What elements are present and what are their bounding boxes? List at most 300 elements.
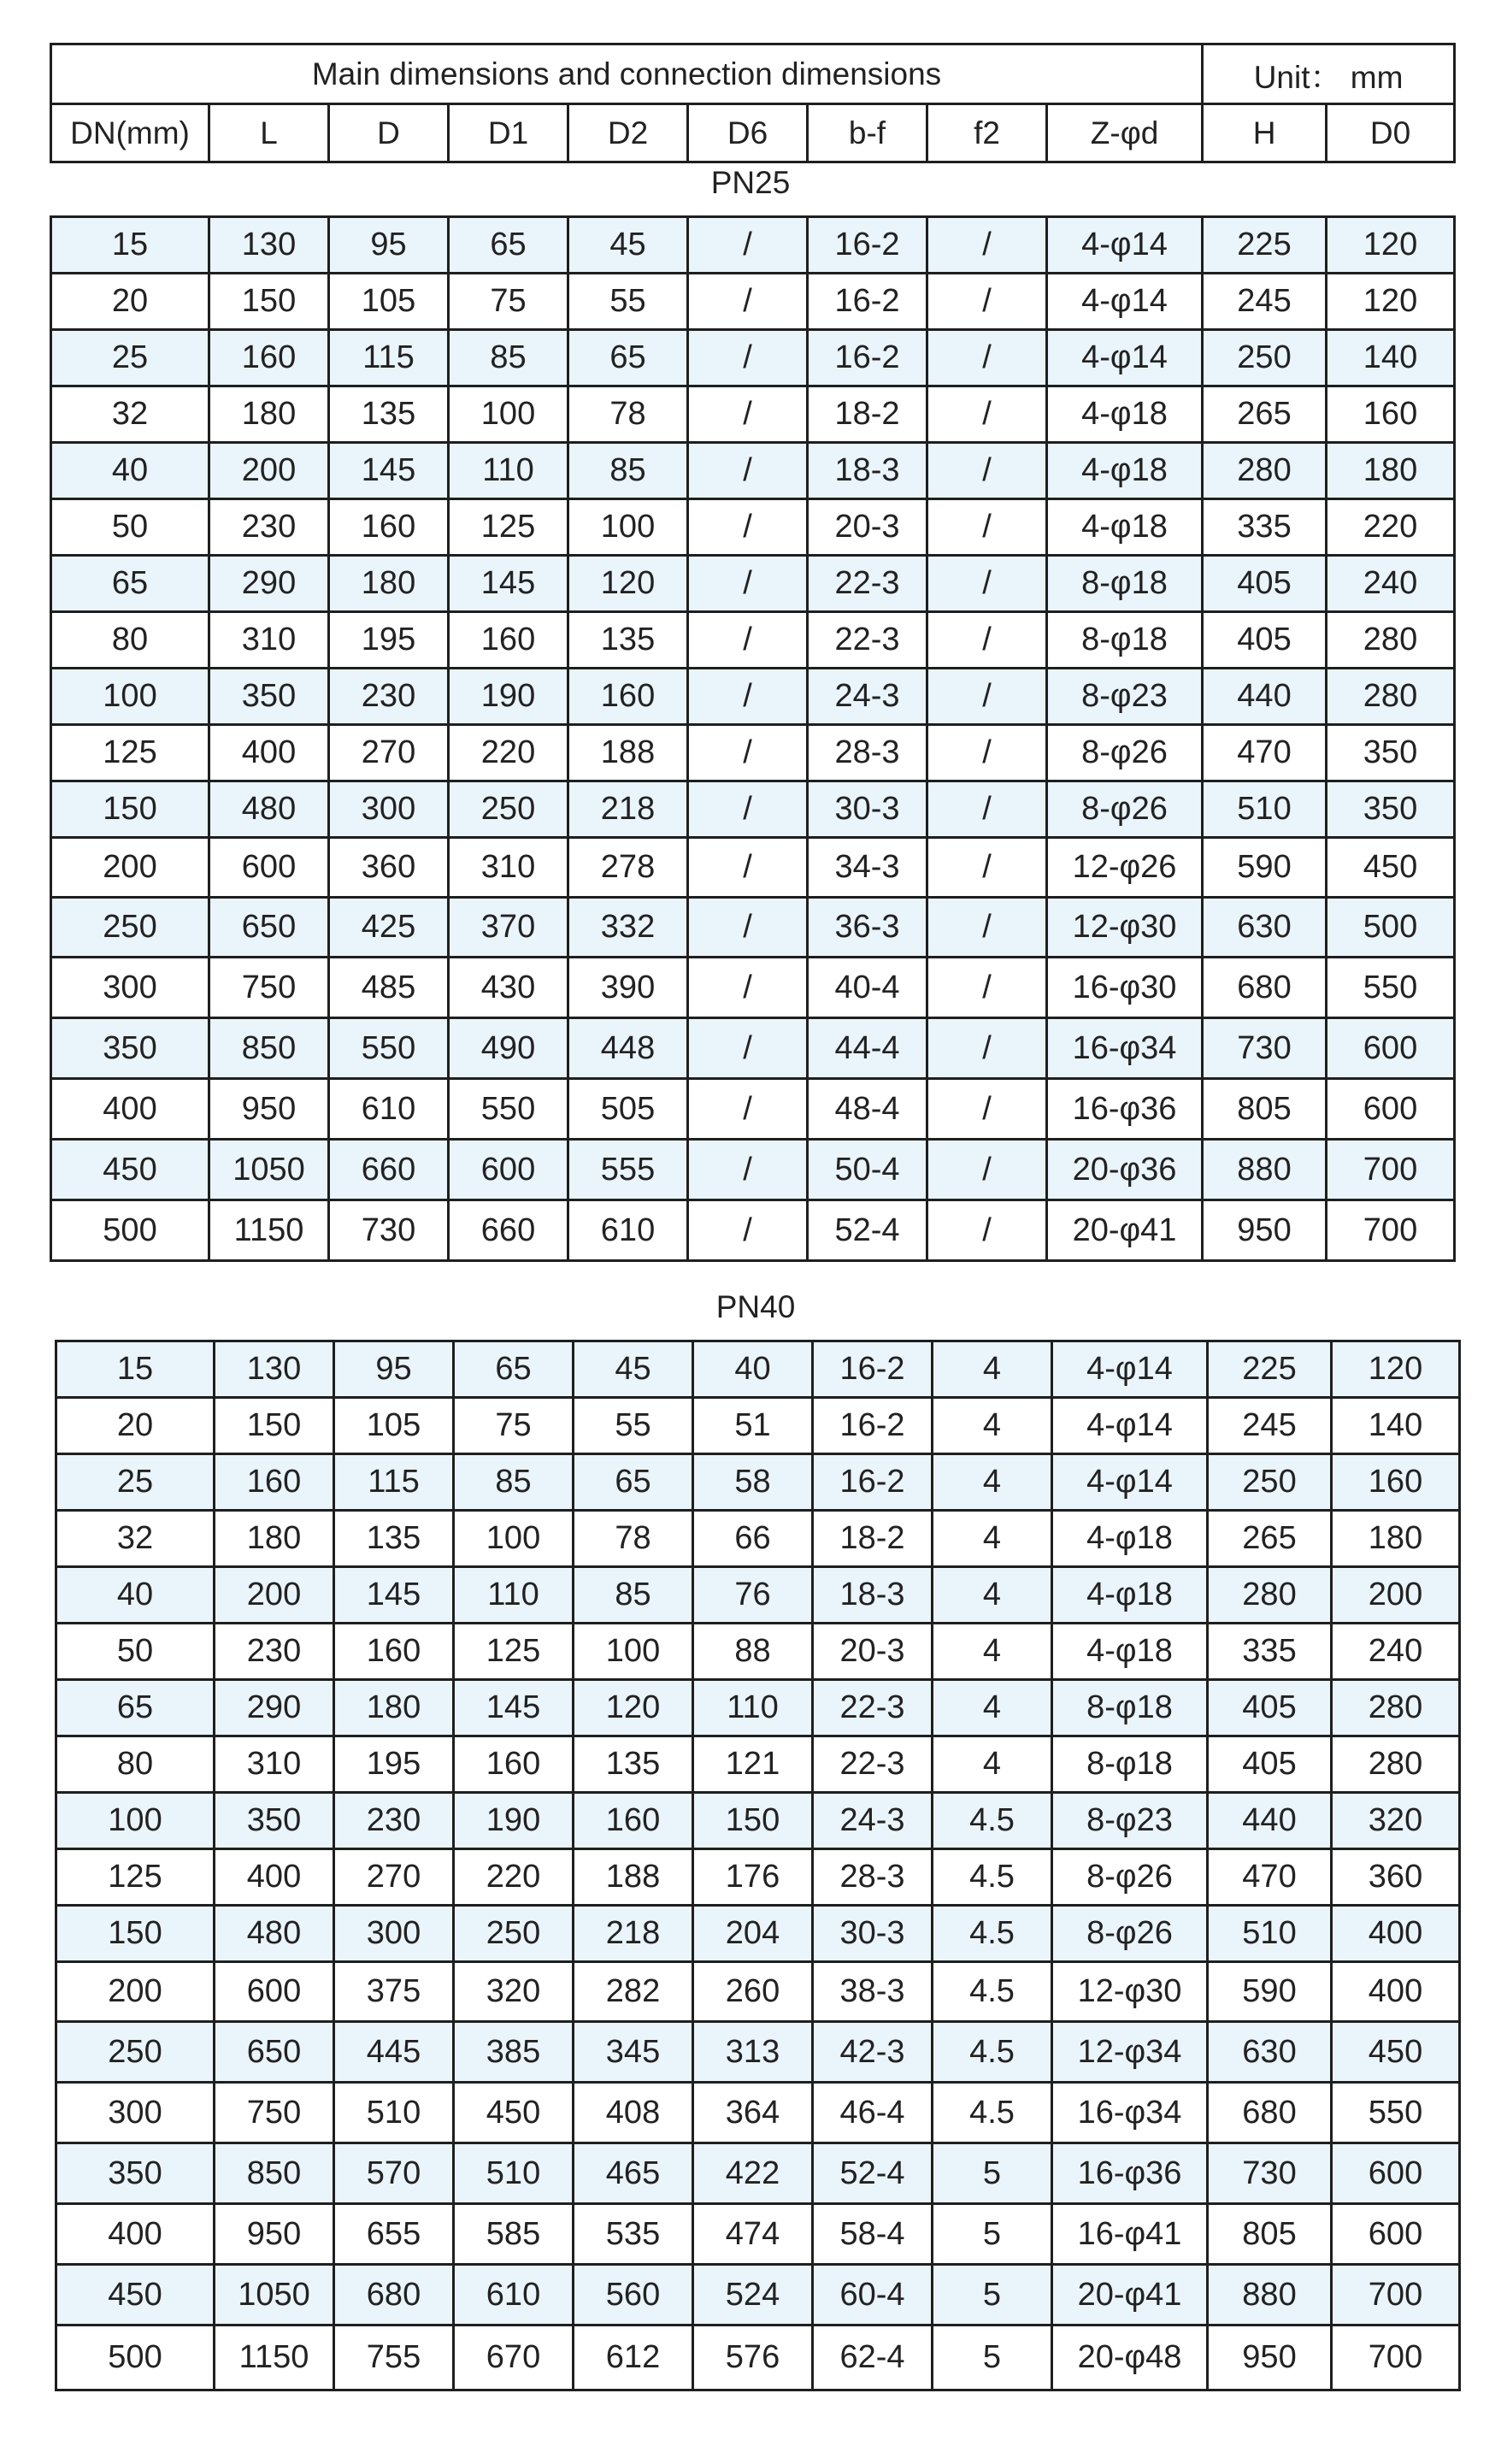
column-header: D: [329, 104, 449, 162]
dimensions-header-table: [50, 43, 1456, 163]
table-cell: 55: [568, 274, 688, 330]
column-header: D6: [688, 104, 808, 162]
table-cell: 195: [329, 612, 449, 669]
table-cell: /: [927, 612, 1047, 669]
table-cell: 350: [209, 669, 329, 725]
table-cell: 16-φ34: [1047, 1018, 1203, 1079]
table-cell: 1050: [209, 1140, 329, 1200]
table-cell: 135: [574, 1736, 693, 1793]
table-row: [51, 556, 1455, 612]
table-row: [51, 499, 1455, 556]
table-cell: 40: [51, 443, 209, 499]
table-cell: 245: [1208, 1398, 1332, 1454]
table-cell: 500: [51, 1200, 209, 1261]
table-cell: 1050: [215, 2265, 334, 2325]
table-cell: 700: [1327, 1200, 1455, 1261]
table-cell: 78: [574, 1511, 693, 1567]
table-cell: /: [927, 781, 1047, 838]
table-cell: /: [927, 556, 1047, 612]
table-cell: /: [927, 1079, 1047, 1140]
table-cell: 755: [334, 2325, 454, 2390]
table-cell: 20-φ41: [1047, 1200, 1203, 1261]
table-cell: 480: [215, 1906, 334, 1962]
table-cell: 115: [329, 330, 449, 386]
table-cell: /: [688, 838, 808, 898]
table-cell: 20-3: [808, 499, 927, 556]
table-cell: 550: [1327, 958, 1455, 1018]
table-cell: 180: [1332, 1511, 1460, 1567]
table-cell: 145: [329, 443, 449, 499]
table-row: [51, 838, 1455, 898]
table-cell: 230: [209, 499, 329, 556]
table-cell: 130: [215, 1341, 334, 1398]
table-cell: 4: [933, 1454, 1052, 1511]
table-cell: 16-2: [808, 274, 927, 330]
table-cell: 12-φ30: [1052, 1962, 1208, 2022]
table-cell: 75: [454, 1398, 574, 1454]
table-cell: 360: [329, 838, 449, 898]
table-cell: 225: [1203, 217, 1327, 274]
table-cell: 4: [933, 1398, 1052, 1454]
table-cell: 510: [334, 2083, 454, 2143]
pn40-table: [55, 1340, 1461, 2391]
table-cell: 335: [1203, 499, 1327, 556]
table-cell: 4.5: [933, 1793, 1052, 1849]
table-cell: 125: [449, 499, 568, 556]
table-row: [51, 725, 1455, 781]
table-cell: 280: [1208, 1567, 1332, 1624]
table-cell: 590: [1208, 1962, 1332, 2022]
table-cell: 20-φ41: [1052, 2265, 1208, 2325]
table-cell: 52-4: [808, 1200, 927, 1261]
table-cell: 46-4: [813, 2083, 933, 2143]
table-cell: 66: [693, 1511, 813, 1567]
table-cell: 282: [574, 1962, 693, 2022]
table-cell: 18-2: [813, 1511, 933, 1567]
table-cell: 250: [1208, 1454, 1332, 1511]
table-cell: 16-φ30: [1047, 958, 1203, 1018]
table-cell: 65: [454, 1341, 574, 1398]
table-cell: 100: [568, 499, 688, 556]
table-cell: /: [688, 443, 808, 499]
table-cell: 160: [209, 330, 329, 386]
table-cell: 8-φ18: [1052, 1680, 1208, 1736]
table-cell: 25: [56, 1454, 215, 1511]
table-cell: 45: [574, 1341, 693, 1398]
table-cell: /: [927, 958, 1047, 1018]
table-cell: 32: [51, 386, 209, 443]
table-cell: 310: [449, 838, 568, 898]
table-cell: 48-4: [808, 1079, 927, 1140]
table-cell: 600: [449, 1140, 568, 1200]
table-cell: 160: [215, 1454, 334, 1511]
table-cell: 8-φ18: [1047, 612, 1203, 669]
table-cell: 250: [56, 2022, 215, 2083]
table-cell: 805: [1203, 1079, 1327, 1140]
table-cell: 4-φ18: [1047, 443, 1203, 499]
table-cell: 4.5: [933, 2022, 1052, 2083]
column-header: b-f: [808, 104, 927, 162]
table-cell: 880: [1203, 1140, 1327, 1200]
table-row: [51, 612, 1455, 669]
table-cell: 450: [454, 2083, 574, 2143]
table-cell: 480: [209, 781, 329, 838]
table-row: [56, 1849, 1460, 1906]
table-cell: 310: [215, 1736, 334, 1793]
table-cell: 445: [334, 2022, 454, 2083]
table-cell: 470: [1203, 725, 1327, 781]
table-cell: 24-3: [813, 1793, 933, 1849]
table-cell: 150: [209, 274, 329, 330]
table-cell: 730: [329, 1200, 449, 1261]
table-cell: 76: [693, 1567, 813, 1624]
table-cell: 300: [334, 1906, 454, 1962]
table-cell: 650: [215, 2022, 334, 2083]
table-row: [51, 330, 1455, 386]
table-cell: 422: [693, 2143, 813, 2204]
table-cell: 270: [329, 725, 449, 781]
table-cell: 400: [1332, 1906, 1460, 1962]
table-cell: 145: [454, 1680, 574, 1736]
table-cell: /: [927, 499, 1047, 556]
table-cell: 145: [334, 1567, 454, 1624]
table-cell: 80: [56, 1736, 215, 1793]
table-cell: 600: [1327, 1079, 1455, 1140]
table-cell: 576: [693, 2325, 813, 2390]
table-cell: 364: [693, 2083, 813, 2143]
table-cell: 4-φ14: [1047, 274, 1203, 330]
table-row: [51, 1140, 1455, 1200]
table-cell: 180: [209, 386, 329, 443]
table-cell: 51: [693, 1398, 813, 1454]
table-cell: /: [688, 781, 808, 838]
table-cell: 220: [449, 725, 568, 781]
table-row: [51, 1079, 1455, 1140]
table-cell: 405: [1208, 1680, 1332, 1736]
table-cell: 16-φ34: [1052, 2083, 1208, 2143]
table-cell: 12-φ30: [1047, 898, 1203, 958]
table-cell: 176: [693, 1849, 813, 1906]
table-cell: 16-φ36: [1052, 2143, 1208, 2204]
table-cell: 105: [329, 274, 449, 330]
table-cell: 50: [51, 499, 209, 556]
table-cell: /: [688, 1018, 808, 1079]
table-cell: 250: [51, 898, 209, 958]
table-cell: 20-φ36: [1047, 1140, 1203, 1200]
table-cell: 350: [1327, 725, 1455, 781]
table-cell: 600: [1332, 2204, 1460, 2265]
table-cell: 32: [56, 1511, 215, 1567]
table-cell: /: [688, 612, 808, 669]
table-cell: 278: [568, 838, 688, 898]
table-cell: 510: [454, 2143, 574, 2204]
table-cell: 230: [334, 1793, 454, 1849]
table-cell: 4: [933, 1567, 1052, 1624]
table-cell: 160: [1327, 386, 1455, 443]
table-cell: 350: [56, 2143, 215, 2204]
table-cell: 140: [1327, 330, 1455, 386]
table-cell: /: [688, 725, 808, 781]
table-row: [56, 2325, 1460, 2390]
table-cell: 30-3: [813, 1906, 933, 1962]
table-cell: 320: [1332, 1793, 1460, 1849]
table-cell: 105: [334, 1398, 454, 1454]
table-cell: 218: [568, 781, 688, 838]
table-row: [56, 1398, 1460, 1454]
table-cell: 100: [56, 1793, 215, 1849]
table-cell: 670: [454, 2325, 574, 2390]
table-cell: 5: [933, 2143, 1052, 2204]
table-cell: 730: [1203, 1018, 1327, 1079]
table-cell: 600: [1327, 1018, 1455, 1079]
table-cell: 680: [334, 2265, 454, 2325]
table-cell: 590: [1203, 838, 1327, 898]
table-cell: 535: [574, 2204, 693, 2265]
column-header: DN(mm): [51, 104, 209, 162]
table-row: [56, 1906, 1460, 1962]
table-cell: 450: [1327, 838, 1455, 898]
table-cell: 16-2: [813, 1341, 933, 1398]
table-cell: 85: [568, 443, 688, 499]
table-cell: 150: [215, 1398, 334, 1454]
table-cell: 250: [449, 781, 568, 838]
table-cell: /: [688, 386, 808, 443]
table-cell: 4.5: [933, 2083, 1052, 2143]
table-cell: 730: [1208, 2143, 1332, 2204]
table-cell: 95: [329, 217, 449, 274]
table-cell: 510: [1208, 1906, 1332, 1962]
table-cell: 150: [693, 1793, 813, 1849]
table-row: [56, 1454, 1460, 1511]
table-cell: 15: [51, 217, 209, 274]
table-cell: 65: [449, 217, 568, 274]
table-cell: 240: [1327, 556, 1455, 612]
table-row: [56, 1736, 1460, 1793]
unit-label: Unit： mm: [1203, 44, 1455, 104]
table-cell: 22-3: [808, 556, 927, 612]
table-row: [56, 1511, 1460, 1567]
table-cell: 22-3: [813, 1680, 933, 1736]
table-cell: 400: [209, 725, 329, 781]
table-cell: 4-φ14: [1052, 1398, 1208, 1454]
table-cell: 332: [568, 898, 688, 958]
table-cell: 950: [215, 2204, 334, 2265]
table-cell: 400: [1332, 1962, 1460, 2022]
table-cell: 612: [574, 2325, 693, 2390]
table-cell: 120: [1327, 274, 1455, 330]
table-cell: 16-φ41: [1052, 2204, 1208, 2265]
column-header: Z-φd: [1047, 104, 1203, 162]
table-cell: 16-φ36: [1047, 1079, 1203, 1140]
table-cell: 4-φ18: [1047, 386, 1203, 443]
table-cell: 110: [449, 443, 568, 499]
table-cell: 4: [933, 1624, 1052, 1680]
table-cell: 50-4: [808, 1140, 927, 1200]
table-cell: 200: [209, 443, 329, 499]
table-cell: 34-3: [808, 838, 927, 898]
table-cell: 280: [1327, 612, 1455, 669]
table-cell: 250: [1203, 330, 1327, 386]
table-cell: 225: [1208, 1341, 1332, 1398]
table-cell: 160: [568, 669, 688, 725]
table-cell: 62-4: [813, 2325, 933, 2390]
table-cell: 16-2: [808, 217, 927, 274]
table-cell: 500: [56, 2325, 215, 2390]
table-cell: 490: [449, 1018, 568, 1079]
table-cell: 600: [215, 1962, 334, 2022]
table-cell: /: [927, 386, 1047, 443]
table-cell: 180: [1327, 443, 1455, 499]
table-cell: 85: [449, 330, 568, 386]
table-cell: 220: [454, 1849, 574, 1906]
table-cell: 450: [1332, 2022, 1460, 2083]
table-cell: 140: [1332, 1398, 1460, 1454]
table-cell: 20: [56, 1398, 215, 1454]
table-cell: 40: [56, 1567, 215, 1624]
table-cell: 280: [1203, 443, 1327, 499]
table-cell: /: [927, 443, 1047, 499]
table-cell: /: [688, 556, 808, 612]
table-cell: 280: [1327, 669, 1455, 725]
table-cell: 135: [568, 612, 688, 669]
table-cell: 850: [215, 2143, 334, 2204]
table-cell: 188: [568, 725, 688, 781]
table-cell: 290: [209, 556, 329, 612]
table-cell: 265: [1203, 386, 1327, 443]
table-cell: 36-3: [808, 898, 927, 958]
column-header: D2: [568, 104, 688, 162]
table-cell: 448: [568, 1018, 688, 1079]
table-cell: 22-3: [808, 612, 927, 669]
table-row: [51, 781, 1455, 838]
table-cell: 8-φ26: [1052, 1906, 1208, 1962]
table-cell: 4.5: [933, 1962, 1052, 2022]
table-cell: 16-2: [813, 1398, 933, 1454]
table-cell: 570: [334, 2143, 454, 2204]
table-cell: 40-4: [808, 958, 927, 1018]
table-cell: 204: [693, 1906, 813, 1962]
table-cell: /: [927, 1200, 1047, 1261]
table-row: [56, 2143, 1460, 2204]
table-cell: 240: [1332, 1624, 1460, 1680]
table-cell: 300: [56, 2083, 215, 2143]
table-cell: 610: [568, 1200, 688, 1261]
table-cell: 408: [574, 2083, 693, 2143]
table-cell: 430: [449, 958, 568, 1018]
table-cell: 390: [568, 958, 688, 1018]
table-cell: 550: [449, 1079, 568, 1140]
table-cell: 25: [51, 330, 209, 386]
table-cell: 700: [1332, 2325, 1460, 2390]
table-cell: 16-2: [808, 330, 927, 386]
table-cell: 218: [574, 1906, 693, 1962]
table-cell: /: [688, 958, 808, 1018]
table-cell: 440: [1208, 1793, 1332, 1849]
table-cell: 88: [693, 1624, 813, 1680]
table-cell: 450: [56, 2265, 215, 2325]
table-row: [56, 1680, 1460, 1736]
table-cell: /: [688, 1200, 808, 1261]
table-cell: 188: [574, 1849, 693, 1906]
table-row: [56, 2204, 1460, 2265]
table-cell: 150: [56, 1906, 215, 1962]
section-label-pn40: PN40: [715, 1289, 796, 1324]
table-cell: 8-φ18: [1052, 1736, 1208, 1793]
table-cell: /: [927, 898, 1047, 958]
table-row: [56, 2022, 1460, 2083]
table-cell: 375: [334, 1962, 454, 2022]
table-cell: 4-φ14: [1047, 217, 1203, 274]
table-cell: 405: [1203, 612, 1327, 669]
table-cell: 78: [568, 386, 688, 443]
table-cell: 160: [329, 499, 449, 556]
table-cell: 44-4: [808, 1018, 927, 1079]
table-cell: 120: [568, 556, 688, 612]
table-cell: 120: [1327, 217, 1455, 274]
column-header: D0: [1327, 104, 1455, 162]
table-row: [51, 443, 1455, 499]
table-row: [56, 1962, 1460, 2022]
table-cell: 195: [334, 1736, 454, 1793]
table-cell: 680: [1203, 958, 1327, 1018]
table-cell: 52-4: [813, 2143, 933, 2204]
table-cell: 4: [933, 1736, 1052, 1793]
table-cell: 8-φ26: [1047, 725, 1203, 781]
table-cell: 8-φ26: [1052, 1849, 1208, 1906]
table-cell: 1150: [209, 1200, 329, 1261]
table-cell: 85: [454, 1454, 574, 1511]
table-cell: 600: [209, 838, 329, 898]
table-cell: 350: [215, 1793, 334, 1849]
table-cell: 400: [56, 2204, 215, 2265]
table-cell: 524: [693, 2265, 813, 2325]
table-cell: 245: [1203, 274, 1327, 330]
table-cell: 280: [1332, 1736, 1460, 1793]
table-cell: 12-φ26: [1047, 838, 1203, 898]
table-cell: 12-φ34: [1052, 2022, 1208, 2083]
table-cell: 300: [51, 958, 209, 1018]
table-cell: 24-3: [808, 669, 927, 725]
table-cell: 850: [209, 1018, 329, 1079]
table-cell: 700: [1327, 1140, 1455, 1200]
table-cell: 160: [574, 1793, 693, 1849]
table-cell: 655: [334, 2204, 454, 2265]
table-cell: 400: [51, 1079, 209, 1140]
table-row: [51, 1200, 1455, 1261]
table-cell: 60-4: [813, 2265, 933, 2325]
table-cell: 200: [1332, 1567, 1460, 1624]
table-cell: 5: [933, 2265, 1052, 2325]
table-cell: 115: [334, 1454, 454, 1511]
table-cell: 180: [215, 1511, 334, 1567]
table-cell: 18-3: [813, 1567, 933, 1624]
table-cell: /: [927, 669, 1047, 725]
table-cell: 610: [329, 1079, 449, 1140]
table-cell: 350: [51, 1018, 209, 1079]
table-cell: 180: [329, 556, 449, 612]
table-cell: 110: [693, 1680, 813, 1736]
table-cell: 65: [568, 330, 688, 386]
table-cell: 18-3: [808, 443, 927, 499]
table-cell: 610: [454, 2265, 574, 2325]
table-cell: 80: [51, 612, 209, 669]
table-cell: 4-φ14: [1052, 1454, 1208, 1511]
table-cell: 313: [693, 2022, 813, 2083]
table-cell: 260: [693, 1962, 813, 2022]
table-cell: 20: [51, 274, 209, 330]
table-cell: 1150: [215, 2325, 334, 2390]
column-header: H: [1203, 104, 1327, 162]
